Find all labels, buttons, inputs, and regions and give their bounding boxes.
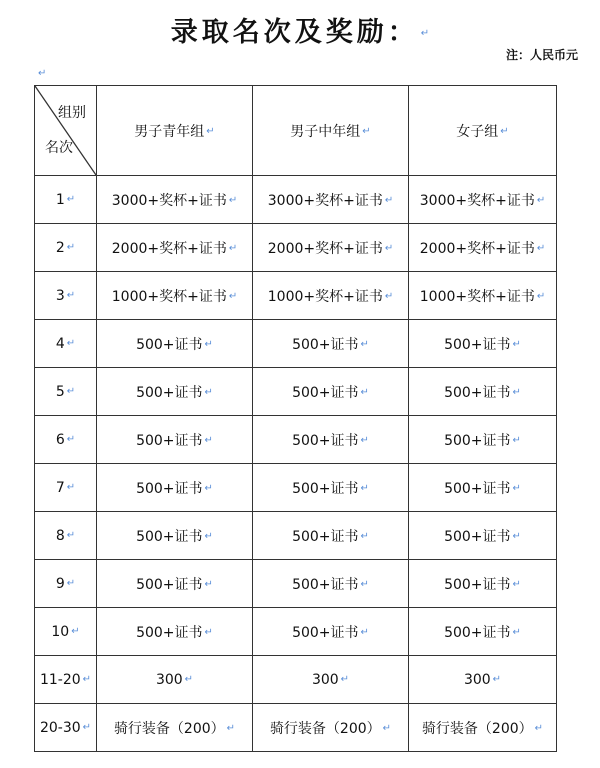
rank-cell (35, 176, 97, 224)
paragraph-mark-icon: ↵ (360, 531, 369, 542)
rank-label: 11-20 (39, 671, 81, 688)
paragraph-mark-icon: ↵ (226, 723, 236, 734)
reward-cell (253, 656, 409, 704)
table-row (35, 176, 557, 224)
reward-cell (253, 272, 409, 320)
paragraph-mark-icon: ↵ (204, 627, 213, 638)
reward-value: 500+证书 (292, 336, 359, 353)
paragraph-mark-icon: ↵ (66, 530, 76, 541)
reward-value: 300 (311, 671, 339, 688)
table-row (35, 512, 557, 560)
reward-value: 3000+奖杯+证书 (267, 192, 383, 209)
reward-cell (409, 224, 557, 272)
group-header-label: 女子组 (456, 123, 499, 140)
paragraph-mark-icon: ↵ (536, 243, 546, 254)
paragraph-mark-icon: ↵ (82, 722, 92, 733)
paragraph-mark-icon: ↵ (420, 28, 430, 39)
paragraph-mark-icon: ↵ (382, 723, 392, 734)
reward-value: 500+证书 (292, 528, 359, 545)
rank-label: 9 (55, 575, 65, 592)
reward-cell (97, 224, 253, 272)
reward-value: 1000+奖杯+证书 (267, 288, 383, 305)
rewards-table (34, 85, 557, 752)
reward-cell (253, 512, 409, 560)
paragraph-mark-icon: ↵ (492, 674, 502, 685)
diagonal-divider (35, 86, 96, 175)
rank-label: 6 (55, 431, 65, 448)
paragraph-mark-icon: ↵ (512, 387, 521, 398)
reward-value: 2000+奖杯+证书 (267, 240, 383, 257)
paragraph-mark-icon: ↵ (512, 435, 521, 446)
paragraph-mark-icon: ↵ (360, 387, 369, 398)
reward-value: 1000+奖杯+证书 (111, 288, 227, 305)
paragraph-mark-icon: ↵ (66, 194, 76, 205)
reward-cell (97, 320, 253, 368)
group-header-cell (97, 86, 253, 176)
paragraph-mark-icon: ↵ (384, 291, 394, 302)
reward-value: 3000+奖杯+证书 (419, 192, 535, 209)
reward-value: 500+证书 (292, 624, 359, 641)
paragraph-mark-icon: ↵ (71, 626, 80, 637)
reward-value: 500+证书 (136, 576, 203, 593)
rank-cell (35, 224, 97, 272)
reward-value: 骑行装备（200） (421, 720, 533, 737)
reward-value: 500+证书 (444, 480, 511, 497)
paragraph-mark-icon: ↵ (204, 339, 213, 350)
paragraph-mark-icon: ↵ (66, 578, 76, 589)
reward-cell (97, 416, 253, 464)
paragraph-mark-icon: ↵ (534, 723, 544, 734)
table-row (35, 608, 557, 656)
paragraph-mark-icon: ↵ (204, 483, 213, 494)
corner-header-cell (35, 86, 97, 176)
reward-value: 500+证书 (292, 576, 359, 593)
reward-cell (253, 608, 409, 656)
paragraph-mark-icon: ↵ (340, 674, 350, 685)
group-header-cell (409, 86, 557, 176)
table-row (35, 320, 557, 368)
reward-value: 500+证书 (444, 528, 511, 545)
paragraph-mark-icon: ↵ (512, 483, 521, 494)
paragraph-mark-icon: ↵ (228, 195, 238, 206)
paragraph-mark-icon: ↵ (184, 674, 194, 685)
rank-cell (35, 512, 97, 560)
paragraph-mark-icon: ↵ (82, 674, 92, 685)
rank-label: 7 (55, 479, 65, 496)
paragraph-mark-icon: ↵ (536, 291, 546, 302)
paragraph-mark-icon: ↵ (536, 195, 546, 206)
reward-cell (97, 512, 253, 560)
table-header-row (35, 86, 557, 176)
reward-value: 500+证书 (136, 432, 203, 449)
corner-label-rank: 名次 (45, 140, 73, 156)
reward-value: 500+证书 (136, 384, 203, 401)
reward-cell (97, 560, 253, 608)
reward-cell (409, 704, 557, 752)
rank-label: 5 (55, 383, 65, 400)
table-row (35, 224, 557, 272)
rank-label: 1 (55, 191, 65, 208)
paragraph-mark-icon: ↵ (500, 126, 509, 137)
reward-cell (97, 608, 253, 656)
rank-cell (35, 656, 97, 704)
paragraph-mark-icon: ↵ (360, 339, 369, 350)
paragraph-mark-icon: ↵ (512, 531, 521, 542)
rank-label: 8 (55, 527, 65, 544)
corner-label-group: 组别 (58, 105, 86, 121)
paragraph-mark-icon: ↵ (204, 531, 213, 542)
table-row (35, 368, 557, 416)
reward-value: 500+证书 (444, 384, 511, 401)
reward-cell (253, 176, 409, 224)
reward-cell (97, 464, 253, 512)
reward-cell (253, 224, 409, 272)
reward-value: 骑行装备（200） (113, 720, 225, 737)
reward-cell (97, 176, 253, 224)
paragraph-mark-icon: ↵ (512, 339, 521, 350)
paragraph-mark-icon: ↵ (228, 291, 238, 302)
paragraph-mark-icon: ↵ (66, 338, 76, 349)
reward-value: 500+证书 (136, 480, 203, 497)
reward-value: 2000+奖杯+证书 (111, 240, 227, 257)
reward-cell (97, 368, 253, 416)
rank-cell (35, 464, 97, 512)
reward-cell (97, 656, 253, 704)
reward-value: 500+证书 (136, 624, 203, 641)
paragraph-mark-icon: ↵ (362, 126, 371, 137)
reward-cell (409, 176, 557, 224)
page-title: 录取名次及奖励： ↵ (170, 17, 430, 48)
paragraph-mark-icon: ↵ (360, 627, 369, 638)
reward-value: 500+证书 (444, 336, 511, 353)
rank-cell (35, 608, 97, 656)
reward-cell (253, 464, 409, 512)
table-row (35, 416, 557, 464)
paragraph-mark-icon: ↵ (66, 242, 76, 253)
paragraph-mark-icon: ↵ (360, 483, 369, 494)
reward-value: 300 (155, 671, 183, 688)
reward-cell (253, 560, 409, 608)
rank-cell (35, 416, 97, 464)
paragraph-mark-icon: ↵ (66, 434, 76, 445)
paragraph-mark-icon: ↵ (384, 243, 394, 254)
paragraph-mark-icon: ↵ (66, 482, 76, 493)
table-row (35, 272, 557, 320)
paragraph-mark-icon: ↵ (204, 435, 213, 446)
reward-value: 500+证书 (444, 624, 511, 641)
reward-cell (409, 464, 557, 512)
reward-value: 2000+奖杯+证书 (419, 240, 535, 257)
reward-cell (409, 320, 557, 368)
reward-cell (97, 704, 253, 752)
reward-cell (97, 272, 253, 320)
reward-cell (409, 656, 557, 704)
paragraph-mark-icon: ↵ (360, 435, 369, 446)
group-header-label: 男子中年组 (290, 123, 361, 140)
table-row (35, 704, 557, 752)
reward-cell (253, 704, 409, 752)
rank-cell (35, 272, 97, 320)
reward-cell (253, 368, 409, 416)
reward-cell (409, 368, 557, 416)
group-header-cell (253, 86, 409, 176)
paragraph-mark-icon: ↵ (66, 386, 76, 397)
reward-value: 500+证书 (136, 336, 203, 353)
paragraph-mark-icon: ↵ (360, 579, 369, 590)
reward-cell (409, 512, 557, 560)
paragraph-mark-icon: ↵ (384, 195, 394, 206)
paragraph-mark-icon: ↵ (206, 126, 215, 137)
rank-label: 3 (55, 287, 65, 304)
reward-value: 骑行装备（200） (269, 720, 381, 737)
group-header-label: 男子青年组 (134, 123, 205, 140)
rank-cell (35, 704, 97, 752)
rank-label: 2 (55, 239, 65, 256)
table-row (35, 560, 557, 608)
reward-cell (253, 320, 409, 368)
reward-cell (409, 416, 557, 464)
currency-note: 注：人民币元 (505, 48, 578, 62)
reward-value: 300 (463, 671, 491, 688)
rank-cell (35, 320, 97, 368)
reward-value: 500+证书 (136, 528, 203, 545)
rank-cell (35, 368, 97, 416)
table-row (35, 464, 557, 512)
paragraph-mark-icon: ↵ (512, 627, 521, 638)
rank-cell (35, 560, 97, 608)
reward-cell (409, 560, 557, 608)
reward-cell (253, 416, 409, 464)
rank-label: 10 (51, 623, 70, 640)
paragraph-mark-icon: ↵ (228, 243, 238, 254)
paragraph-mark-icon: ↵ (512, 579, 521, 590)
paragraph-mark-icon: ↵ (66, 290, 76, 301)
reward-value: 500+证书 (444, 432, 511, 449)
paragraph-mark-icon: ↵ (204, 579, 213, 590)
paragraph-mark-icon: ↵ (38, 68, 47, 79)
reward-value: 500+证书 (292, 432, 359, 449)
reward-value: 500+证书 (292, 384, 359, 401)
reward-value: 500+证书 (292, 480, 359, 497)
rank-label: 20-30 (39, 719, 81, 736)
reward-cell (409, 272, 557, 320)
paragraph-mark-icon: ↵ (204, 387, 213, 398)
reward-cell (409, 608, 557, 656)
table-row (35, 656, 557, 704)
reward-value: 1000+奖杯+证书 (419, 288, 535, 305)
reward-value: 3000+奖杯+证书 (111, 192, 227, 209)
reward-value: 500+证书 (444, 576, 511, 593)
rank-label: 4 (55, 335, 65, 352)
